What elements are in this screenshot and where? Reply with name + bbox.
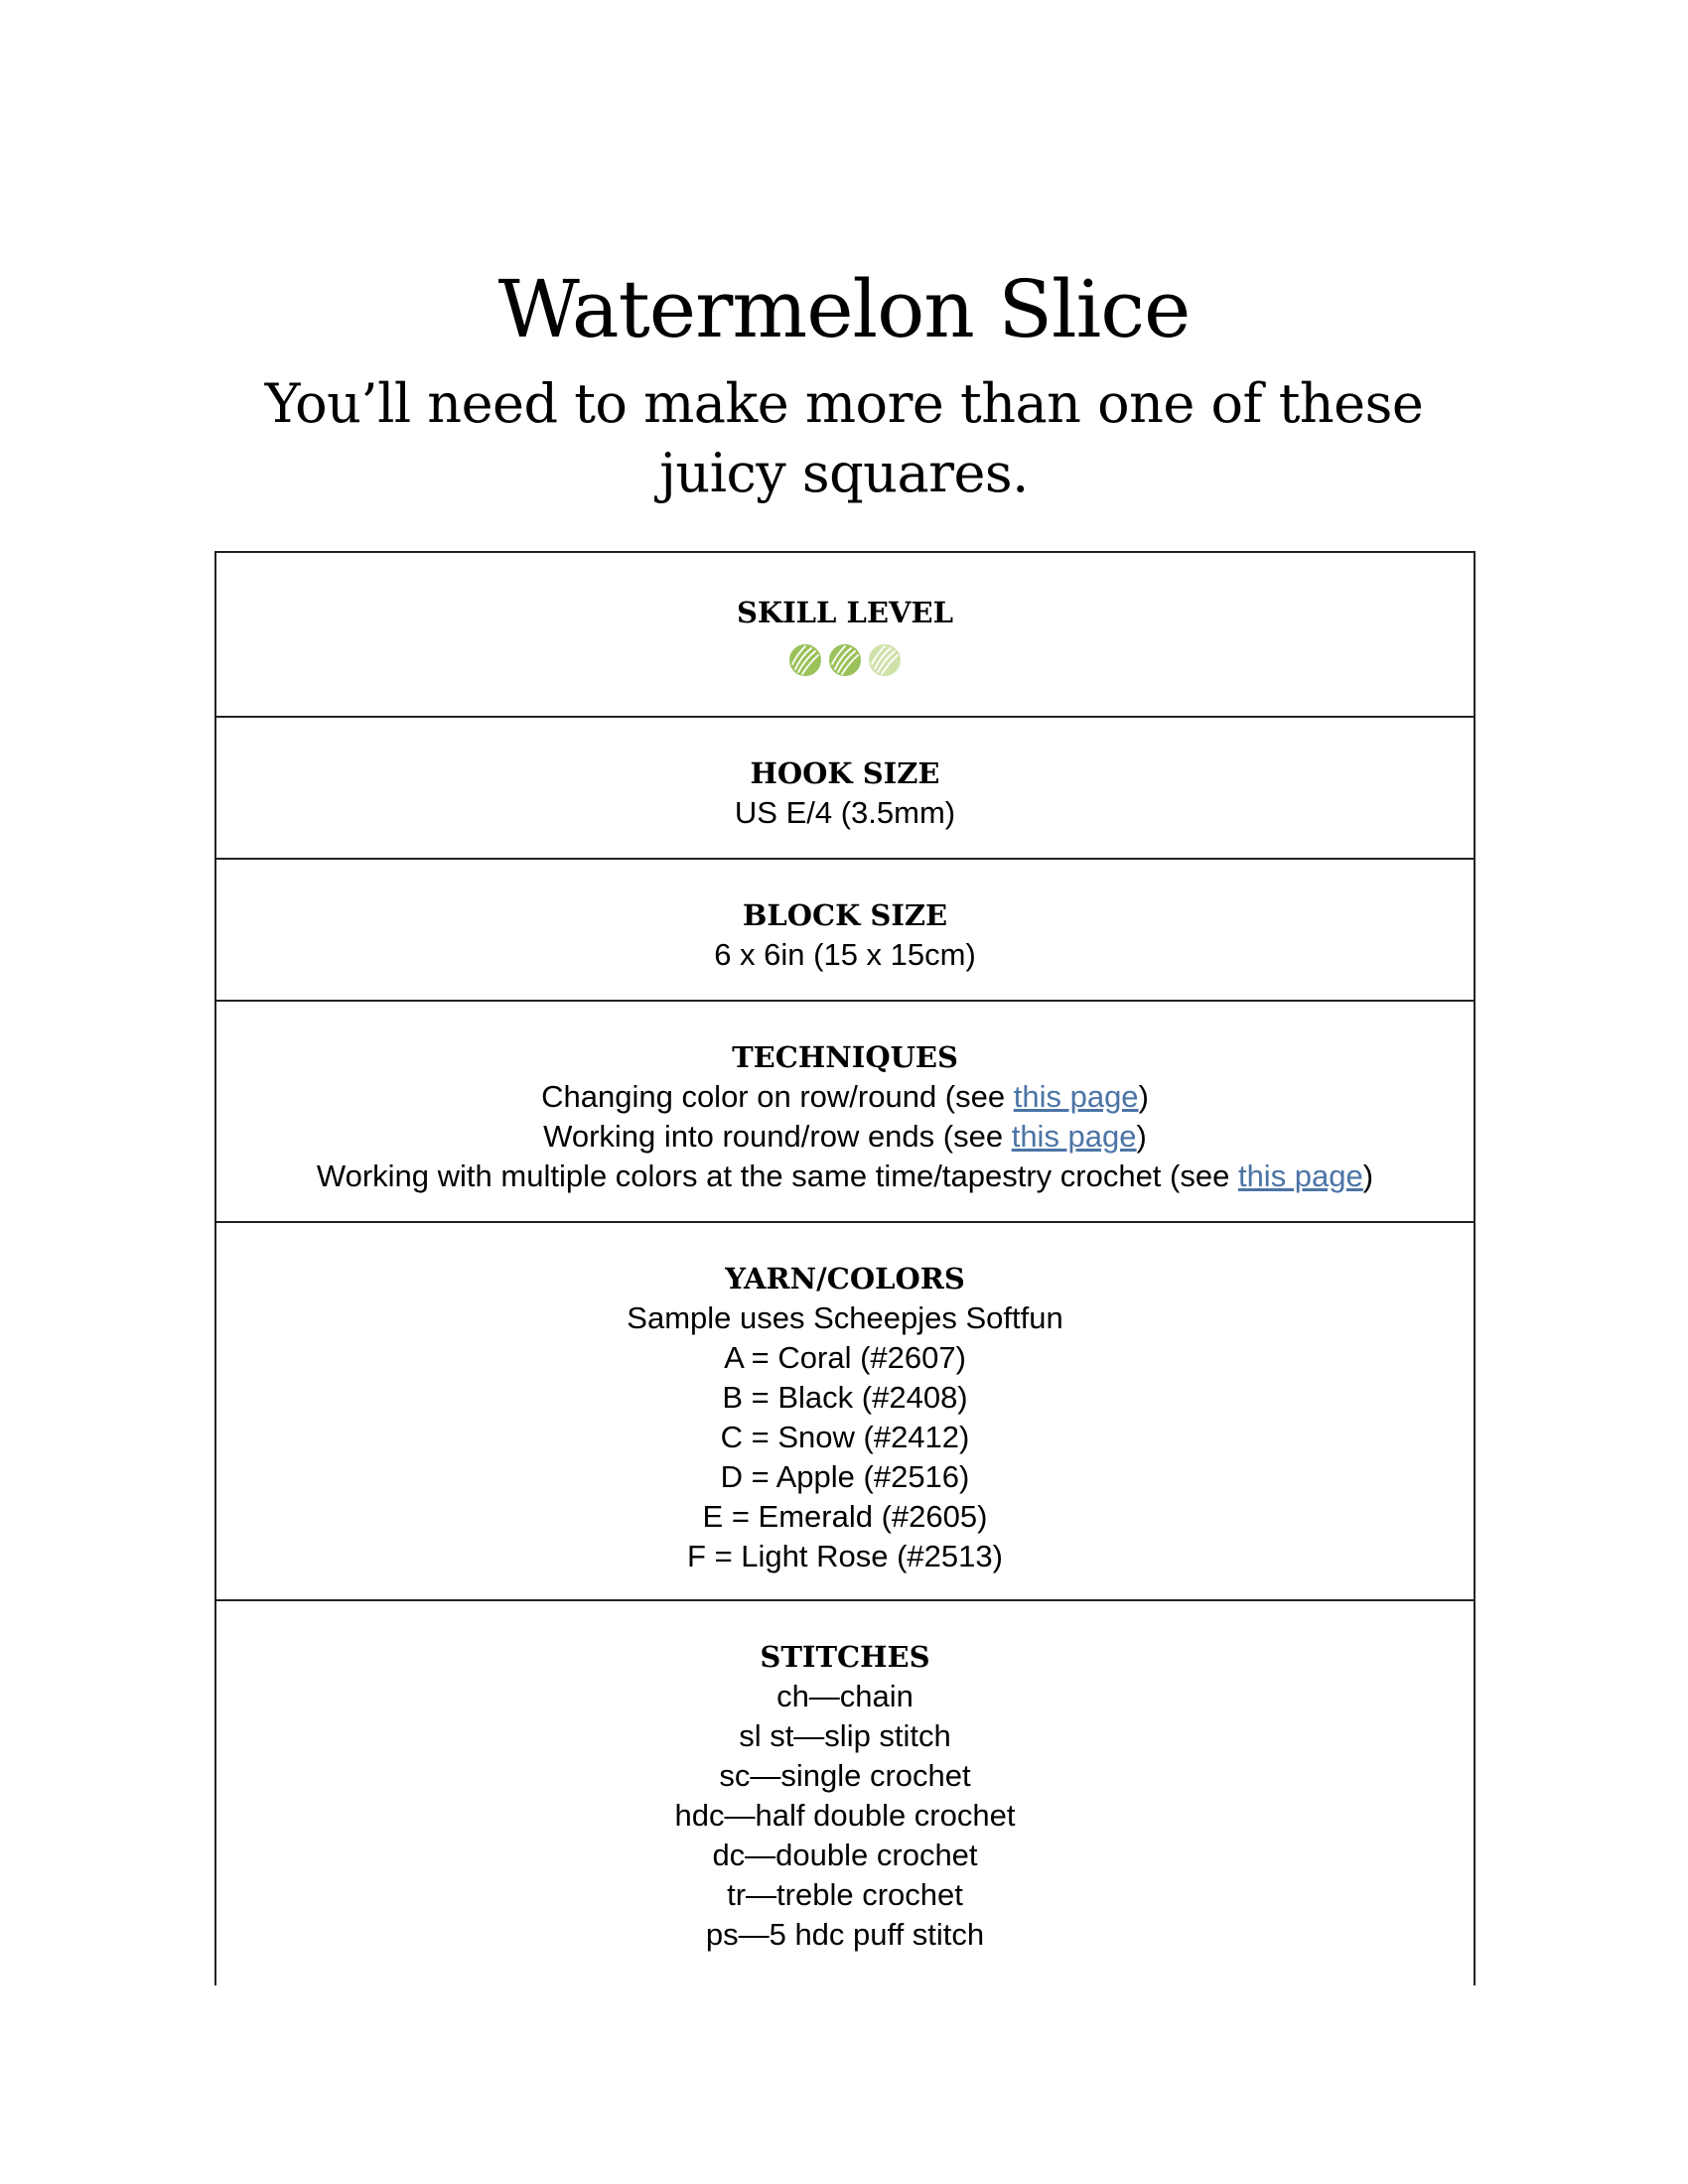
stitches-heading: STITCHES [760, 1640, 930, 1674]
yarn-line: E = Emerald (#2605) [702, 1499, 988, 1534]
skill-level-section [216, 553, 1474, 718]
stitch-line: ps—5 hdc puff stitch [705, 1917, 985, 1952]
yarn-line: B = Black (#2408) [722, 1380, 968, 1415]
yarn-colors-section [216, 1223, 1474, 1601]
block-size-value: 6 x 6in (15 x 15cm) [714, 937, 976, 972]
this-page-link[interactable]: this page [1013, 1079, 1139, 1114]
stitch-line: sc—single crochet [719, 1758, 971, 1793]
techniques-heading: TECHNIQUES [732, 1040, 958, 1074]
techniques-section [216, 1002, 1474, 1223]
technique-item: Changing color on row/round (see this page) [541, 1079, 1149, 1114]
yarn-ball-icon [867, 642, 903, 678]
skill-level-heading: SKILL LEVEL [736, 596, 954, 629]
this-page-link[interactable]: this page [1011, 1119, 1137, 1154]
technique-item: Working into round/row ends (see this page) [543, 1119, 1147, 1154]
stitch-line: dc—double crochet [712, 1838, 978, 1872]
yarn-colors-heading: YARN/COLORS [725, 1262, 965, 1296]
hook-size-heading: HOOK SIZE [750, 756, 940, 790]
block-size-heading: BLOCK SIZE [742, 898, 948, 932]
yarn-line: Sample uses Scheepjes Softfun [627, 1300, 1063, 1335]
yarn-ball-icon [787, 642, 823, 678]
technique-item: Working with multiple colors at the same time/tapestry crochet (see this page) [316, 1159, 1374, 1193]
yarn-line: F = Light Rose (#2513) [687, 1539, 1003, 1573]
stitches-section [216, 1601, 1474, 1987]
page-title: Watermelon Slice [497, 263, 1191, 355]
pattern-info-table [214, 551, 1476, 1985]
yarn-line: A = Coral (#2607) [724, 1340, 966, 1375]
hook-size-section [216, 718, 1474, 860]
stitch-line: hdc—half double crochet [674, 1798, 1016, 1833]
hook-size-value: US E/4 (3.5mm) [734, 795, 956, 830]
yarn-line: D = Apple (#2516) [720, 1459, 970, 1494]
this-page-link[interactable]: this page [1237, 1159, 1363, 1193]
stitch-line: sl st—slip stitch [739, 1718, 951, 1753]
yarn-line: C = Snow (#2412) [720, 1420, 970, 1454]
page-subtitle: You’ll need to make more than one of these juicy squares. [264, 372, 1424, 504]
skill-level-rating [216, 642, 1474, 678]
stitch-line: ch—chain [776, 1679, 914, 1713]
block-size-section [216, 860, 1474, 1002]
yarn-ball-icon [827, 642, 863, 678]
stitch-line: tr—treble crochet [727, 1877, 963, 1912]
